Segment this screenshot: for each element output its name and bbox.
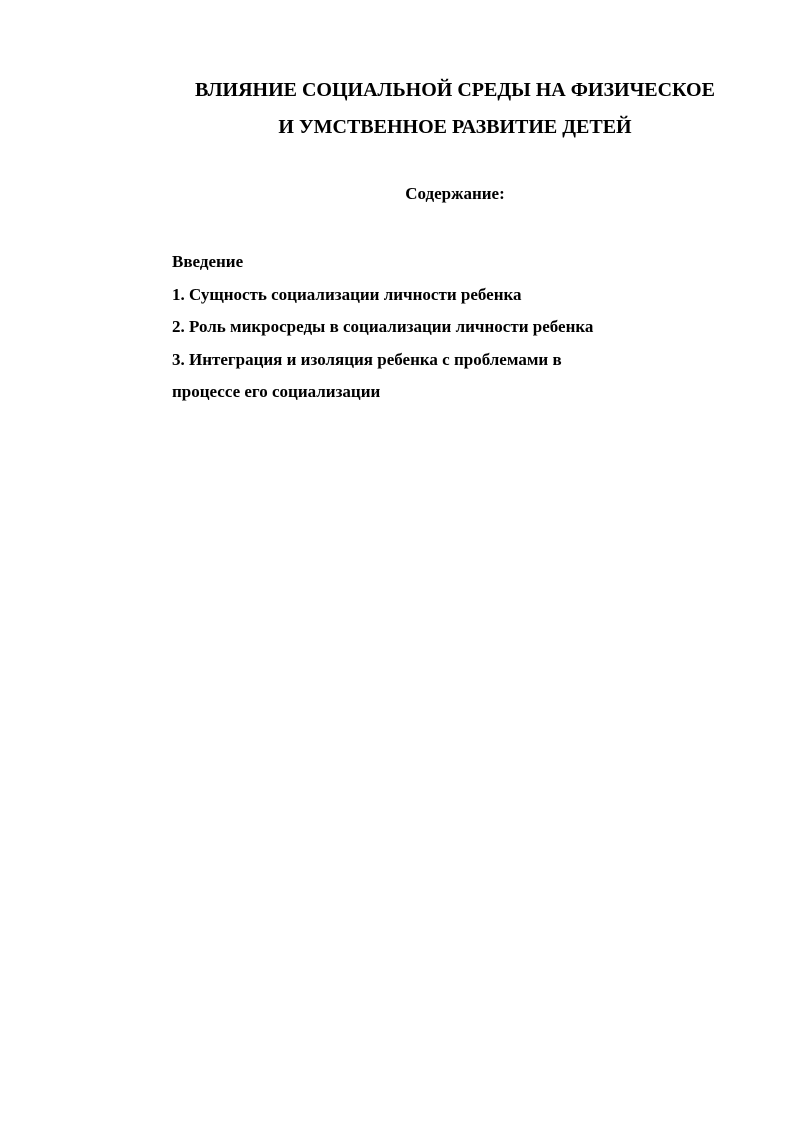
- toc-item-text: 2. Роль микросреды в социализации личности ребенка: [172, 317, 594, 336]
- toc-item-text: 3. Интеграция и изоляция ребенка с проблемами в: [172, 349, 562, 369]
- document-title-line-1: ВЛИЯНИЕ СОЦИАЛЬНОЙ СРЕДЫ НА ФИЗИЧЕСКОЕ: [195, 79, 715, 101]
- toc-item-introduction: [172, 246, 672, 279]
- toc-item-1: [172, 279, 672, 312]
- toc-item-text-continued: процессе его социализации: [172, 382, 381, 401]
- toc-item-2: [172, 311, 672, 344]
- toc-item-3: [172, 344, 672, 409]
- document-title: [150, 72, 760, 146]
- toc-item-text: 1. Сущность социализации личности ребенка: [172, 284, 522, 304]
- table-of-contents: [172, 246, 672, 409]
- toc-heading: Содержание:: [405, 184, 505, 203]
- document-title-line-2: И УМСТВЕННОЕ РАЗВИТИЕ ДЕТЕЙ: [278, 116, 632, 138]
- toc-item-text: Введение: [172, 252, 244, 271]
